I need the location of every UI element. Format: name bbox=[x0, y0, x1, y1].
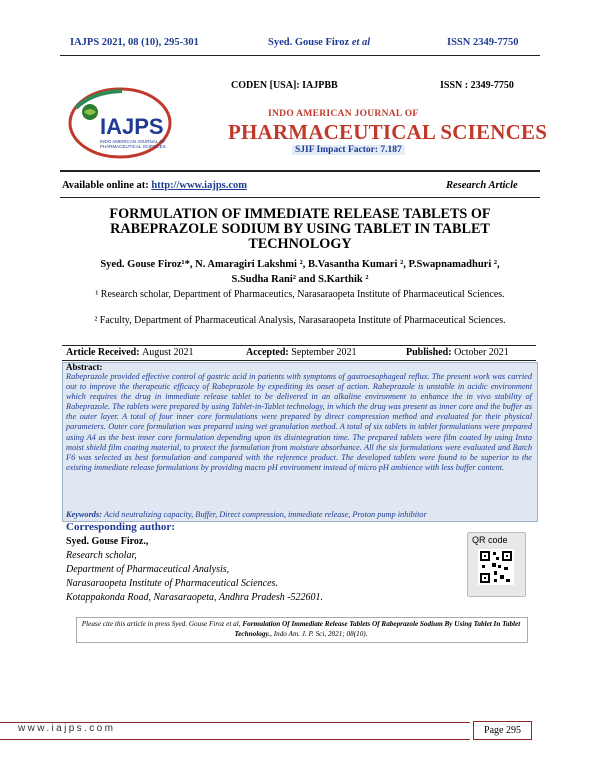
running-issn: ISSN 2349-7750 bbox=[447, 37, 519, 48]
qr-label: QR code bbox=[472, 535, 508, 545]
qr-code-icon bbox=[478, 549, 514, 585]
svg-text:PHARMACEUTICAL SCIENCES: PHARMACEUTICAL SCIENCES bbox=[100, 144, 166, 149]
abstract-text: Rabeprazole provided effective control of gastric acid in patients with symptoms of gastroesophageal reflux. The present work was carried out to improve the therapeutic efficacy of Rabeprazole by expediting its onset of action. Rabeprazole is unstable in acidic environment which requires the drug in immediate release tablet to be delivered in an alkaline environment to enhance the in vivo stability of Rabeprazole. The tablets were prepared by using Tablet-in-Tablet technology, in which the drug was present as inner core and the buffer as the outer layer. A total of four inner core formulations were prepared by direct compression method and evaluated for their physical parameters. Outer core formulation was prepared using wet granulation method. A total of six tablets in tablet formulations were prepared using A4 as the best inner core formulation depending upon its disintegration time. The prepared tablets were film coated by using Insta moist shield film coating material, to protect the formulation from moisture absorbance. All the six formulations were evaluated and Batch F6 was selected as best formulation and compared with the reference product. The developed tablets were found to be superior to the existing immediate release formulations by providing macro pH environment instead of micro pH ambience with less buffer content. bbox=[66, 372, 532, 472]
svg-text:INDO AMERICAN JOURNAL OF: INDO AMERICAN JOURNAL OF bbox=[100, 139, 166, 144]
authors-line-2: S.Sudha Rani² and S.Karthik ² bbox=[231, 274, 369, 285]
corresponding-line-4: Kotappakonda Road, Narasaraopeta, Andhra Pradesh -522601. bbox=[66, 592, 324, 603]
corresponding-line-2: Department of Pharmaceutical Analysis, bbox=[66, 564, 230, 575]
page-number: Page 295 bbox=[473, 721, 532, 740]
running-citation: IAJPS 2021, 08 (10), 295-301 bbox=[70, 37, 199, 48]
masthead-divider bbox=[60, 170, 540, 172]
author-list bbox=[60, 257, 540, 287]
masthead-issn: ISSN : 2349-7750 bbox=[440, 80, 514, 91]
availability-divider bbox=[60, 197, 540, 198]
corresponding-line-1: Research scholar, bbox=[66, 550, 137, 561]
footer-url: www.iajps.com bbox=[18, 723, 116, 734]
accepted-date: Accepted: September 2021 bbox=[246, 347, 357, 358]
affiliation-2: ² Faculty, Department of Pharmaceutical Analysis, Narasaraopeta Institute of Pharmaceutical Sciences. bbox=[94, 315, 506, 326]
corresponding-line-3: Narasaraopeta Institute of Pharmaceutical Sciences. bbox=[66, 578, 278, 589]
abstract-heading: Abstract: bbox=[66, 362, 103, 372]
journal-url-link[interactable]: http://www.iajps.com bbox=[151, 180, 248, 191]
availability-line: Available online at: http://www.iajps.com bbox=[62, 180, 248, 191]
coden: CODEN [USA]: IAJPBB bbox=[231, 80, 338, 91]
corresponding-heading: Corresponding author: bbox=[66, 521, 175, 533]
impact-factor: SJIF Impact Factor: 7.187 bbox=[292, 145, 405, 155]
cite-text: Please cite this article in press Syed. Gouse Firoz et al, Formulation Of Immediate Release Tablets Of Rabeprazole Sodium By Using Tablet In Tablet Technology., Indo Am. J. P. Sci, 2021; 08(10). bbox=[81, 620, 521, 638]
running-author: Syed. Gouse Firoz et al bbox=[268, 37, 371, 48]
article-type: Research Article bbox=[446, 180, 518, 191]
header-divider bbox=[60, 55, 540, 56]
journal-name: PHARMACEUTICAL SCIENCES bbox=[228, 120, 548, 144]
authors-line-1: Syed. Gouse Firoz¹*, N. Amaragiri Lakshmi ², B.Vasantha Kumari ², P.Swapnamadhuri ², bbox=[100, 259, 500, 270]
published-date: Published: October 2021 bbox=[406, 347, 509, 358]
article-dates bbox=[62, 345, 536, 361]
svg-text:IAJPS: IAJPS bbox=[100, 114, 164, 139]
journal-logo bbox=[62, 86, 202, 160]
keywords: Keywords: Acid neutralizing capacity, Buffer, Direct compression, immediate release, Proton pump inhibitor bbox=[66, 510, 427, 519]
corresponding-name: Syed. Gouse Firoz., bbox=[66, 536, 149, 547]
journal-name-small: INDO AMERICAN JOURNAL OF bbox=[268, 109, 419, 119]
article-title: FORMULATION OF IMMEDIATE RELEASE TABLETS OF RABEPRAZOLE SODIUM BY USING TABLET IN TABLET TECHNOLOGY bbox=[109, 206, 491, 252]
affiliation-1: ¹ Research scholar, Department of Pharmaceutics, Narasaraopeta Institute of Pharmaceutical Sciences. bbox=[95, 289, 505, 300]
received-date: Article Received: August 2021 bbox=[66, 347, 194, 358]
